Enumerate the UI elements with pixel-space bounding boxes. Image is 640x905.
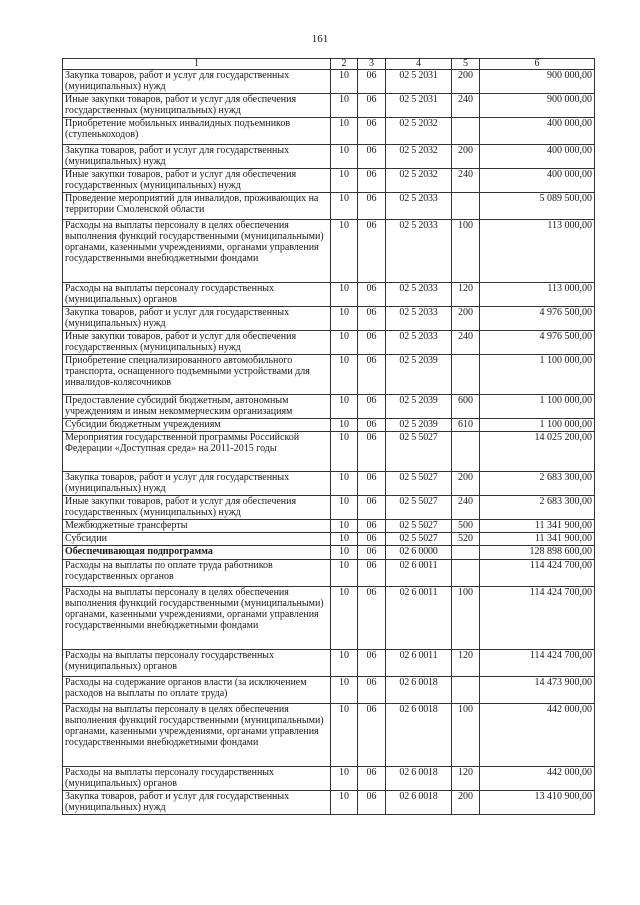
item-name: Иные закупки товаров, работ и услуг для обеспечения государственных (муниципальных) нужд — [63, 94, 331, 118]
expense-type-code: 240 — [452, 331, 480, 355]
page-number: 161 — [311, 33, 329, 45]
section-code: 10 — [331, 546, 358, 560]
amount: 114 424 700,00 — [480, 587, 595, 650]
amount: 114 424 700,00 — [480, 560, 595, 587]
target-article-code: 02 5 2039 — [386, 355, 452, 395]
amount: 400 000,00 — [480, 145, 595, 169]
item-name: Предоставление субсидий бюджетным, автономным учреждениям и иным некоммерческим организациям — [63, 395, 331, 419]
subsection-code: 06 — [358, 283, 386, 307]
expense-type-code: 200 — [452, 472, 480, 496]
amount: 442 000,00 — [480, 767, 595, 791]
target-article-code: 02 5 5027 — [386, 472, 452, 496]
item-name: Приобретение мобильных инвалидных подъемников (ступенькоходов) — [63, 118, 331, 145]
expense-type-code — [452, 560, 480, 587]
item-name: Расходы на выплаты персоналу государственных (муниципальных) органов — [63, 283, 331, 307]
expense-type-code: 610 — [452, 419, 480, 432]
table-row — [63, 395, 595, 419]
section-code: 10 — [331, 331, 358, 355]
subsection-code: 06 — [358, 118, 386, 145]
subsection-code: 06 — [358, 307, 386, 331]
expense-type-code — [452, 118, 480, 145]
section-code: 10 — [331, 145, 358, 169]
table-row — [63, 307, 595, 331]
subsection-code: 06 — [358, 650, 386, 677]
expense-type-code: 200 — [452, 307, 480, 331]
subsection-code: 06 — [358, 791, 386, 815]
item-name: Расходы на выплаты персоналу государственных (муниципальных) органов — [63, 650, 331, 677]
target-article-code: 02 5 2033 — [386, 220, 452, 283]
item-name: Закупка товаров, работ и услуг для государственных (муниципальных) нужд — [63, 70, 331, 94]
amount: 5 089 500,00 — [480, 193, 595, 220]
expense-type-code: 120 — [452, 650, 480, 677]
section-code: 10 — [331, 307, 358, 331]
target-article-code: 02 6 0018 — [386, 791, 452, 815]
subsection-code: 06 — [358, 220, 386, 283]
table-row — [63, 193, 595, 220]
subsection-code: 06 — [358, 767, 386, 791]
item-name: Межбюджетные трансферты — [63, 520, 331, 533]
amount: 1 100 000,00 — [480, 355, 595, 395]
section-code: 10 — [331, 767, 358, 791]
table-row — [63, 472, 595, 496]
subsection-code: 06 — [358, 432, 386, 472]
table-row — [63, 546, 595, 560]
amount: 2 683 300,00 — [480, 496, 595, 520]
item-name: Расходы на выплаты персоналу в целях обеспечения выполнения функций государственными (муниципальными) органами, казенными учреждениями, органами управления государственными внебюджетными фондами — [63, 587, 331, 650]
target-article-code: 02 5 2039 — [386, 395, 452, 419]
target-article-code: 02 6 0018 — [386, 767, 452, 791]
table-row — [63, 650, 595, 677]
section-code: 10 — [331, 677, 358, 704]
section-code: 10 — [331, 419, 358, 432]
amount: 11 341 900,00 — [480, 533, 595, 546]
subsection-code: 06 — [358, 472, 386, 496]
target-article-code: 02 5 2033 — [386, 283, 452, 307]
amount: 400 000,00 — [480, 169, 595, 193]
item-name: Закупка товаров, работ и услуг для государственных (муниципальных) нужд — [63, 791, 331, 815]
item-name: Закупка товаров, работ и услуг для государственных (муниципальных) нужд — [63, 145, 331, 169]
subsection-code: 06 — [358, 704, 386, 767]
target-article-code: 02 5 2033 — [386, 193, 452, 220]
section-code: 10 — [331, 704, 358, 767]
subsection-code: 06 — [358, 94, 386, 118]
subsection-code: 06 — [358, 533, 386, 546]
expense-type-code: 120 — [452, 767, 480, 791]
subsection-code: 06 — [358, 419, 386, 432]
section-code: 10 — [331, 496, 358, 520]
column-header: 4 — [386, 59, 452, 70]
target-article-code: 02 5 2031 — [386, 70, 452, 94]
subsection-code: 06 — [358, 546, 386, 560]
section-code: 10 — [331, 169, 358, 193]
target-article-code: 02 6 0000 — [386, 546, 452, 560]
item-name: Мероприятия государственной программы Российской Федерации «Доступная среда» на 2011-2015 годы — [63, 432, 331, 472]
column-number-row — [63, 59, 595, 70]
table-row — [63, 791, 595, 815]
expense-type-code: 200 — [452, 70, 480, 94]
table-row — [63, 70, 595, 94]
item-name: Проведение мероприятий для инвалидов, проживающих на территории Смоленской области — [63, 193, 331, 220]
target-article-code: 02 6 0011 — [386, 587, 452, 650]
amount: 14 473 900,00 — [480, 677, 595, 704]
section-code: 10 — [331, 432, 358, 472]
expense-type-code: 100 — [452, 587, 480, 650]
target-article-code: 02 5 5027 — [386, 496, 452, 520]
expense-type-code: 100 — [452, 704, 480, 767]
table-row — [63, 767, 595, 791]
item-name: Субсидии бюджетным учреждениям — [63, 419, 331, 432]
subsection-code: 06 — [358, 355, 386, 395]
table-row — [63, 169, 595, 193]
item-name: Закупка товаров, работ и услуг для государственных (муниципальных) нужд — [63, 472, 331, 496]
item-name: Приобретение специализированного автомобильного транспорта, оснащенного подъемными устройствами для инвалидов-колясочников — [63, 355, 331, 395]
subsection-code: 06 — [358, 331, 386, 355]
subsection-code: 06 — [358, 677, 386, 704]
amount: 13 410 900,00 — [480, 791, 595, 815]
subsection-code: 06 — [358, 70, 386, 94]
section-code: 10 — [331, 193, 358, 220]
section-code: 10 — [331, 560, 358, 587]
expense-type-code: 200 — [452, 145, 480, 169]
section-code: 10 — [331, 587, 358, 650]
table-row — [63, 118, 595, 145]
amount: 1 100 000,00 — [480, 395, 595, 419]
table-row — [63, 704, 595, 767]
column-header: 3 — [358, 59, 386, 70]
subsection-code: 06 — [358, 496, 386, 520]
amount: 400 000,00 — [480, 118, 595, 145]
target-article-code: 02 6 0018 — [386, 704, 452, 767]
target-article-code: 02 5 5027 — [386, 432, 452, 472]
expense-type-code: 200 — [452, 791, 480, 815]
amount: 900 000,00 — [480, 70, 595, 94]
expense-type-code: 240 — [452, 169, 480, 193]
column-header: 2 — [331, 59, 358, 70]
section-code: 10 — [331, 283, 358, 307]
item-name: Обеспечивающая подпрограмма — [63, 546, 331, 560]
expense-type-code: 500 — [452, 520, 480, 533]
table-row — [63, 432, 595, 472]
table-row — [63, 355, 595, 395]
amount: 113 000,00 — [480, 283, 595, 307]
amount: 2 683 300,00 — [480, 472, 595, 496]
target-article-code: 02 6 0018 — [386, 677, 452, 704]
item-name: Иные закупки товаров, работ и услуг для обеспечения государственных (муниципальных) нужд — [63, 331, 331, 355]
subsection-code: 06 — [358, 145, 386, 169]
column-header: 1 — [63, 59, 331, 70]
table-row — [63, 283, 595, 307]
expense-type-code: 600 — [452, 395, 480, 419]
item-name: Расходы на выплаты персоналу государственных (муниципальных) органов — [63, 767, 331, 791]
table-row — [63, 496, 595, 520]
expense-type-code: 100 — [452, 220, 480, 283]
table-row — [63, 331, 595, 355]
table-row — [63, 94, 595, 118]
item-name: Расходы на выплаты по оплате труда работников государственных органов — [63, 560, 331, 587]
column-header: 5 — [452, 59, 480, 70]
expense-type-code — [452, 432, 480, 472]
item-name: Расходы на выплаты персоналу в целях обеспечения выполнения функций государственными (муниципальными) органами, казенными учреждениями, органами управления государственными внебюджетными фондами — [63, 704, 331, 767]
subsection-code: 06 — [358, 520, 386, 533]
section-code: 10 — [331, 355, 358, 395]
subsection-code: 06 — [358, 560, 386, 587]
section-code: 10 — [331, 94, 358, 118]
expense-type-code — [452, 677, 480, 704]
table-row — [63, 560, 595, 587]
amount: 11 341 900,00 — [480, 520, 595, 533]
expense-type-code: 520 — [452, 533, 480, 546]
target-article-code: 02 5 2032 — [386, 118, 452, 145]
expense-type-code: 120 — [452, 283, 480, 307]
table-row — [63, 220, 595, 283]
section-code: 10 — [331, 520, 358, 533]
amount: 4 976 500,00 — [480, 307, 595, 331]
amount: 114 424 700,00 — [480, 650, 595, 677]
subsection-code: 06 — [358, 169, 386, 193]
amount: 128 898 600,00 — [480, 546, 595, 560]
expense-type-code — [452, 546, 480, 560]
target-article-code: 02 6 0011 — [386, 650, 452, 677]
subsection-code: 06 — [358, 587, 386, 650]
target-article-code: 02 5 2032 — [386, 145, 452, 169]
item-name: Расходы на выплаты персоналу в целях обеспечения выполнения функций государственными (муниципальными) органами, казенными учреждениями, органами управления государственными внебюджетными фондами — [63, 220, 331, 283]
table-row — [63, 419, 595, 432]
subsection-code: 06 — [358, 193, 386, 220]
section-code: 10 — [331, 472, 358, 496]
amount: 4 976 500,00 — [480, 331, 595, 355]
expense-type-code: 240 — [452, 94, 480, 118]
section-code: 10 — [331, 650, 358, 677]
item-name: Иные закупки товаров, работ и услуг для обеспечения государственных (муниципальных) нужд — [63, 169, 331, 193]
expense-type-code — [452, 355, 480, 395]
table-row — [63, 533, 595, 546]
expense-type-code — [452, 193, 480, 220]
section-code: 10 — [331, 791, 358, 815]
section-code: 10 — [331, 118, 358, 145]
table-row — [63, 145, 595, 169]
amount: 900 000,00 — [480, 94, 595, 118]
amount: 113 000,00 — [480, 220, 595, 283]
amount: 1 100 000,00 — [480, 419, 595, 432]
target-article-code: 02 5 2033 — [386, 307, 452, 331]
section-code: 10 — [331, 395, 358, 419]
section-code: 10 — [331, 70, 358, 94]
section-code: 10 — [331, 533, 358, 546]
target-article-code: 02 5 2039 — [386, 419, 452, 432]
amount: 442 000,00 — [480, 704, 595, 767]
item-name: Расходы на содержание органов власти (за исключением расходов на выплаты по оплате труда) — [63, 677, 331, 704]
item-name: Субсидии — [63, 533, 331, 546]
target-article-code: 02 5 5027 — [386, 533, 452, 546]
target-article-code: 02 5 5027 — [386, 520, 452, 533]
item-name: Иные закупки товаров, работ и услуг для обеспечения государственных (муниципальных) нужд — [63, 496, 331, 520]
target-article-code: 02 5 2033 — [386, 331, 452, 355]
target-article-code: 02 5 2032 — [386, 169, 452, 193]
column-header: 6 — [480, 59, 595, 70]
amount: 14 025 200,00 — [480, 432, 595, 472]
table-row — [63, 520, 595, 533]
section-code: 10 — [331, 220, 358, 283]
item-name: Закупка товаров, работ и услуг для государственных (муниципальных) нужд — [63, 307, 331, 331]
table-row — [63, 677, 595, 704]
table-row — [63, 587, 595, 650]
budget-table — [62, 58, 595, 815]
target-article-code: 02 6 0011 — [386, 560, 452, 587]
target-article-code: 02 5 2031 — [386, 94, 452, 118]
expense-type-code: 240 — [452, 496, 480, 520]
subsection-code: 06 — [358, 395, 386, 419]
